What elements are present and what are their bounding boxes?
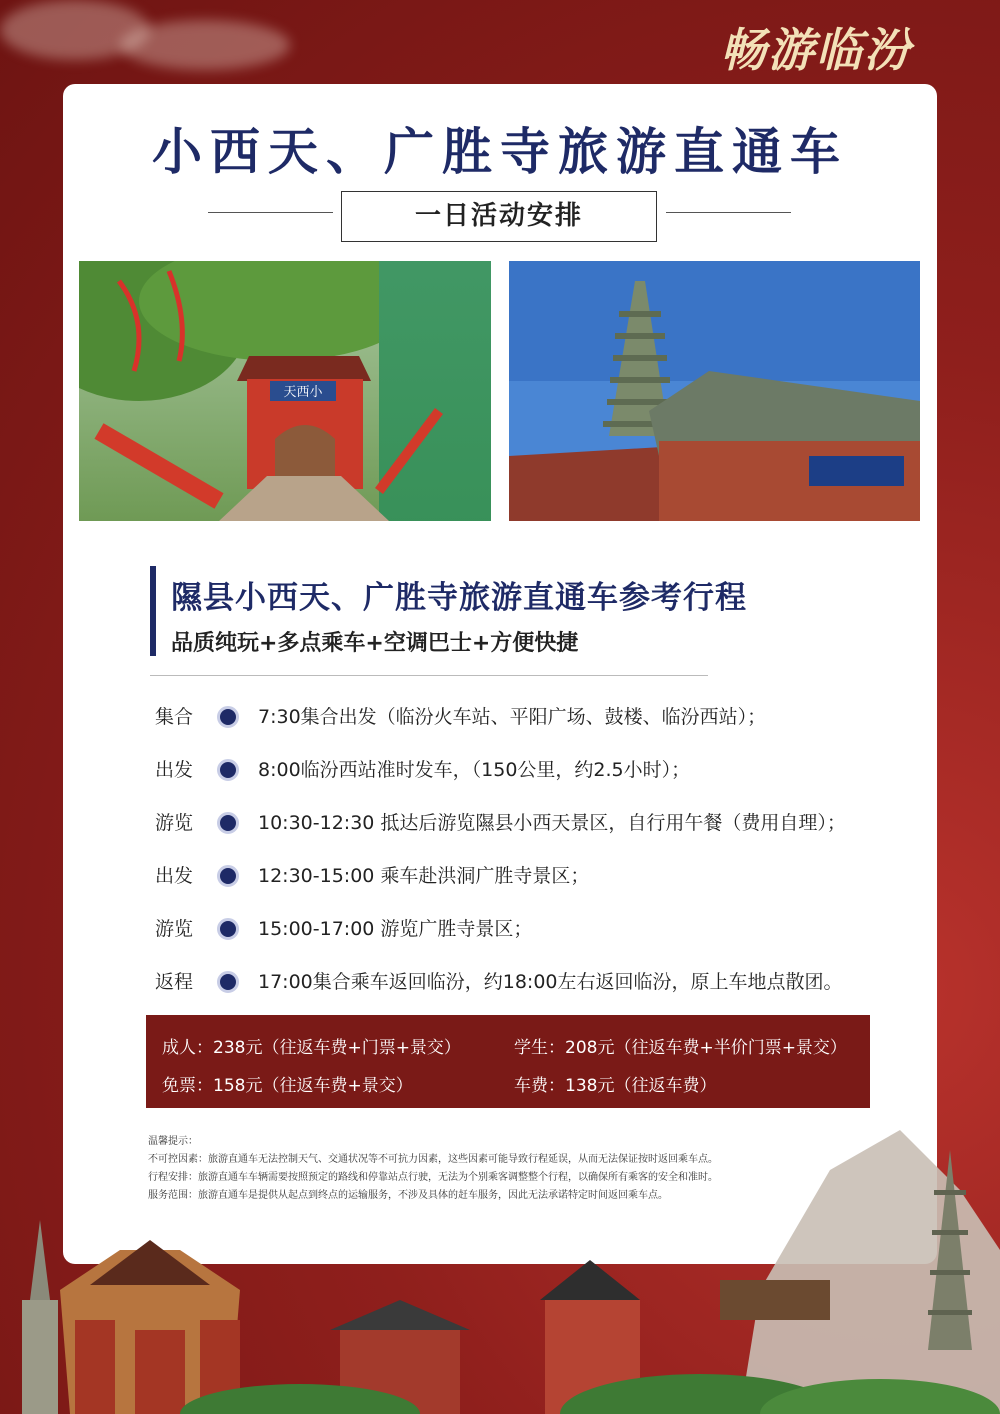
- divider-right: [666, 212, 791, 213]
- row-label: 游览: [155, 812, 194, 834]
- row-label: 集合: [155, 706, 194, 728]
- price-fare: 车费：138元（往返车费）: [514, 1076, 717, 1096]
- price-adult: 成人：238元（往返车费+门票+景交）: [162, 1038, 461, 1058]
- photo-xiaoxitian: [79, 261, 491, 521]
- page-title: 小西天、广胜寺旅游直通车: [152, 122, 848, 181]
- row-text: 10:30-12:30 抵达后游览隰县小西天景区，自行用午餐（费用自理）；: [258, 812, 846, 834]
- row-text: 15:00-17:00 游览广胜寺景区；: [258, 918, 533, 940]
- row-text: 8:00临汾西站准时发车，（150公里，约2.5小时）；: [258, 759, 691, 781]
- price-box: [146, 1015, 870, 1108]
- landmark-collage: [0, 1130, 1000, 1414]
- row-label: 出发: [155, 759, 194, 781]
- notes-line: 服务范围：旅游直通车是提供从起点到终点的运输服务，不涉及具体的赶车服务，因此无法承诺特定时间返回乘车点。: [148, 1190, 668, 1201]
- bullet-icon: [217, 918, 239, 940]
- row-text: 7:30集合出发（临汾火车站、平阳广场、鼓楼、临汾西站）；: [258, 706, 767, 728]
- row-label: 游览: [155, 918, 194, 940]
- cloud-decoration: [120, 20, 290, 70]
- gate-sign: 天西小: [283, 385, 323, 400]
- row-text: 12:30-15:00 乘车赴洪洞广胜寺景区；: [258, 865, 590, 887]
- subtitle-box: 一日活动安排: [341, 191, 657, 242]
- bullet-icon: [217, 759, 239, 781]
- notes-line: 行程安排：旅游直通车车辆需要按照预定的路线和停靠站点行驶，无法为个别乘客调整整个行程，以确保所有乘客的安全和准时。: [148, 1172, 718, 1183]
- bullet-icon: [217, 812, 239, 834]
- price-student: 学生：208元（往返车费+半价门票+景交）: [514, 1038, 847, 1058]
- itinerary-features: 品质纯玩+多点乘车+空调巴士+方便快捷: [171, 631, 579, 656]
- bullet-icon: [217, 971, 239, 993]
- divider-left: [208, 212, 333, 213]
- bullet-icon: [217, 865, 239, 887]
- row-label: 返程: [155, 971, 194, 993]
- heading-accent-bar: [150, 566, 156, 656]
- brand-logo: 畅游临汾: [720, 23, 912, 77]
- heading-separator: [150, 675, 708, 676]
- row-label: 出发: [155, 865, 194, 887]
- notes-line: 不可控因素：旅游直通车无法控制天气、交通状况等不可抗力因素，这些因素可能导致行程延误，从而无法保证按时返回乘车点。: [148, 1154, 718, 1165]
- price-free: 免票：158元（往返车费+景交）: [162, 1076, 413, 1096]
- photo-guangsheng: [509, 261, 920, 521]
- bullet-icon: [217, 706, 239, 728]
- itinerary-heading: 隰县小西天、广胜寺旅游直通车参考行程: [171, 580, 747, 616]
- row-text: 17:00集合乘车返回临汾，约18:00左右返回临汾，原上车地点散团。: [258, 971, 843, 993]
- notes-title: 温馨提示：: [148, 1136, 198, 1147]
